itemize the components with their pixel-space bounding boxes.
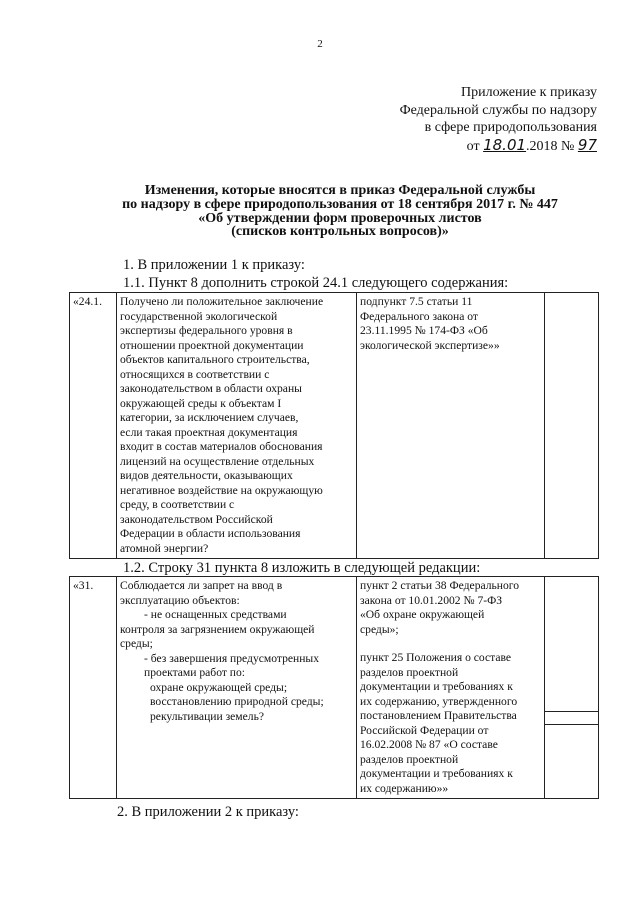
question-line: среду, в соответствии с: [120, 498, 235, 511]
table-row-24-1: [69, 292, 599, 559]
basis-line: разделов проектной: [360, 665, 459, 679]
question-line: Федерации в области использования: [120, 527, 301, 540]
date-prefix: от: [466, 138, 480, 154]
title-line-2: по надзору в сфере природопользования от 18 сентября 2017 г. № 447: [122, 196, 558, 212]
title-line-4: (списков контрольных вопросов)»: [231, 224, 449, 240]
basis-line: 23.11.1995 № 174-ФЗ «Об: [360, 324, 488, 337]
basis-line: среды»;: [360, 622, 399, 636]
question-line: рекультивации земель?: [150, 709, 265, 723]
question-cell: [117, 577, 357, 799]
question-line: восстановлению природной среды;: [150, 695, 324, 708]
question-line: входит в состав материалов обоснования: [120, 440, 323, 453]
question-line: государственной экологической: [120, 309, 278, 323]
section-2-heading: 2. В приложении 2 к приказу:: [117, 804, 299, 820]
item-1-2: 1.2. Строку 31 пункта 8 изложить в следующей редакции:: [123, 560, 481, 576]
date-year: .2018 №: [526, 138, 575, 154]
appendix-date-line: [400, 137, 597, 156]
basis-line: закона от 10.01.2002 № 7-ФЗ: [360, 593, 503, 607]
title-line-1: Изменения, которые вносятся в приказ Федеральной службы: [144, 183, 536, 198]
basis-line: экологической экспертизе»»: [360, 338, 500, 352]
basis-spacer: [360, 637, 541, 651]
question-line: окружающей среды к объектам I: [120, 396, 282, 410]
question-line: негативное воздействие на окружающую: [120, 483, 323, 497]
question-cell: [117, 293, 357, 559]
question-line: Получено ли положительное заключение: [120, 295, 324, 308]
question-line: охране окружающей среды;: [150, 680, 288, 694]
basis-line: пункт 25 Положения о составе: [360, 651, 512, 664]
question-line: законодательством Российской: [120, 512, 273, 526]
question-line: Соблюдается ли запрет на ввод в: [120, 579, 283, 592]
question-line: категории, за исключением случаев,: [120, 411, 299, 424]
question-line: отношении проектной документации: [120, 338, 304, 352]
question-line: объектов капитального строительства,: [120, 353, 310, 366]
basis-line: их содержанию, утвержденного: [360, 694, 518, 708]
question-line: - не оснащенных средствами: [144, 608, 287, 621]
row-number: «31.: [70, 577, 117, 799]
basis-line: Федерального закона от: [360, 309, 479, 323]
question-line: если такая проектная документация: [120, 425, 298, 439]
section-1-heading: 1. В приложении 1 к приказу:: [123, 257, 305, 273]
question-line: атомной энергии?: [120, 541, 209, 555]
question-line: эксплуатацию объектов:: [120, 593, 240, 607]
question-line: экспертизы федерального уровня в: [120, 324, 293, 337]
basis-line: Российской Федерации от: [360, 723, 489, 737]
basis-line: подпункт 7.5 статьи 11: [360, 295, 473, 308]
question-line: контроля за загрязнением окружающей: [120, 622, 315, 636]
question-line: лицензий на осуществление отдельных: [120, 454, 315, 468]
item-1-1: 1.1. Пункт 8 дополнить строкой 24.1 следующего содержания:: [123, 275, 509, 291]
answer-subcell-b: [545, 712, 598, 725]
page-number: 2: [317, 38, 323, 50]
appendix-header: [400, 84, 597, 155]
question-line: проектами работ по:: [144, 666, 246, 679]
basis-line: документации и требованиях к: [360, 767, 513, 780]
question-line: видов деятельности, оказывающих: [120, 469, 293, 482]
answer-subcell-a: [545, 577, 598, 712]
basis-line: документации и требованиях к: [360, 680, 513, 693]
appendix-line-2: Федеральной службы по надзору: [399, 102, 597, 118]
basis-line: постановлением Правительства: [360, 709, 517, 722]
question-line: среды;: [120, 637, 153, 650]
legal-basis-cell: [357, 577, 545, 799]
basis-line: их содержанию»»: [360, 781, 449, 795]
basis-line: 16.02.2008 № 87 «О составе: [360, 738, 498, 751]
answer-cell: [545, 577, 599, 799]
appendix-line-3: в сфере природопользования: [424, 120, 597, 135]
handwritten-number: 97: [577, 135, 597, 154]
document-title: [90, 184, 590, 239]
question-line: относящихся в соответствии с: [120, 367, 270, 381]
table-row-31: [69, 576, 599, 799]
legal-basis-cell: [357, 293, 545, 559]
appendix-line-1: Приложение к приказу: [461, 85, 597, 100]
basis-line: разделов проектной: [360, 752, 459, 766]
question-line: - без завершения предусмотренных: [144, 651, 320, 665]
question-line: законодательством в области охраны: [120, 382, 302, 395]
basis-line: пункт 2 статьи 38 Федерального: [360, 579, 520, 592]
handwritten-date: 18.01: [483, 135, 527, 154]
row-number: «24.1.: [70, 293, 117, 559]
answer-cell: [545, 293, 599, 559]
basis-line: «Об охране окружающей: [360, 608, 485, 621]
title-line-3: «Об утверждении форм проверочных листов: [198, 210, 482, 226]
